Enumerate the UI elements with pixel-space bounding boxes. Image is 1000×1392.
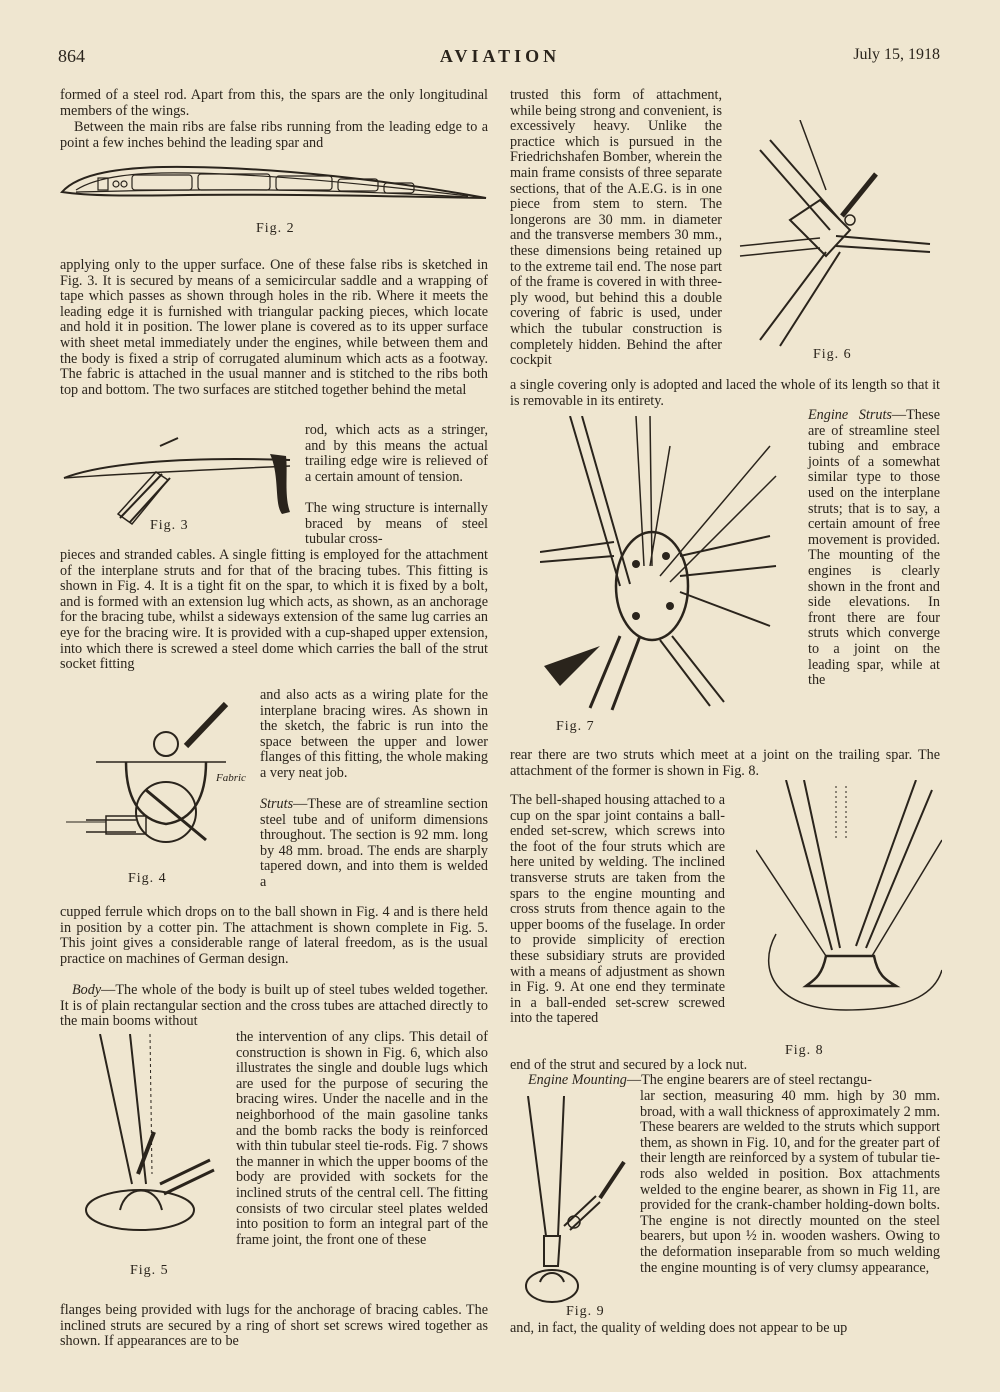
figure-7-boom-socket-drawing bbox=[540, 416, 790, 712]
figure-3-caption: Fig. 3 bbox=[150, 518, 189, 533]
left-paragraph-3: applying only to the upper surface. One of these false ribs is sketched in Fig. 3. It is secured by means of a semicircular saddle and a wrapping of tape which passes as shown through holes in the rib. Where it meets the leading edge it is furnished with triangular packing pieces, which locate and hold it in position. The lower plane is covered as to its upper surface with sheet metal immediately under the engines, while between them and the body is fixed a strip of corrugated aluminum which acts as a footway. The fabric is attached in the usual manner and is stitched to the ribs both top and bottom. The two surfaces are stitched together behind the metal bbox=[60, 257, 488, 398]
engine-struts-heading: Engine Struts bbox=[808, 407, 892, 423]
engine-struts-text: —These are of streamline steel tubing and embrace joints of a somewhat similar type to those used on the interplane struts; that is to say, a certain amount of free movement is provided. The mounting of the engines is clearly shown in the front and side elevations. In front there are four struts which converge to a joint on the leading spar, while at the bbox=[808, 407, 940, 689]
issue-date: July 15, 1918 bbox=[853, 46, 940, 63]
figure-7-caption: Fig. 7 bbox=[556, 719, 595, 734]
figure-8-bell-housing-drawing bbox=[756, 780, 942, 1040]
left-paragraph-body bbox=[60, 983, 488, 1030]
figure-4-caption: Fig. 4 bbox=[128, 871, 167, 886]
left-paragraph-body-continued: the intervention of any clips. This detail of construction is shown in Fig. 6, which also illustrates the single and double lugs which are used for the purpose of securing the bracing wires. Under the nacelle and in the neighborhood of the main gasoline tanks and the bomb racks the body is reinforced with thin tubular steel tie-rods. Fig. 7 shows the manner in which the upper booms of the body are provided with sockets for the inclined struts of the central cell. The fitting consists of two circular steel plates welded into position to form an integral part of the frame joint, the front one of these bbox=[236, 1029, 488, 1248]
figure-2-caption: Fig. 2 bbox=[256, 221, 295, 236]
body-text: —The whole of the body is built up of steel tubes welded together. It is of plain rectangular section and the cross tubes are attached directly to the main booms without bbox=[60, 982, 488, 1030]
right-paragraph-fig8-end: end of the strut and secured by a lock nut. bbox=[510, 1057, 748, 1073]
figure-6-lug-joint-drawing bbox=[730, 120, 942, 350]
body-heading: Body bbox=[72, 982, 102, 998]
figure-3-rib-fitting-drawing bbox=[60, 436, 300, 526]
right-paragraph-mounting-first-line bbox=[510, 1073, 940, 1089]
figure-8-caption: Fig. 8 bbox=[785, 1043, 824, 1058]
figure-9-adjustable-strut-drawing bbox=[514, 1096, 634, 1310]
left-paragraph-4-end: and also acts as a wiring plate for the interplane bracing wires. As shown in the sketch, the fabric is run into the space between the upper and lower flanges of this fitting, the whole making a very neat job. bbox=[260, 687, 488, 781]
right-paragraph-mounting-end: and, in fact, the quality of welding does not appear to be up bbox=[510, 1320, 848, 1336]
struts-text: —These are of streamline section steel tube and of uniform dimensions throughout. The section is 92 mm. long by 48 mm. broad. The ends are sharply tapered down, and into them is welded a bbox=[260, 796, 488, 890]
left-paragraph-struts bbox=[260, 797, 488, 891]
right-paragraph-engine-struts bbox=[808, 408, 940, 689]
right-paragraph-1-end: a single covering only is adopted and laced the whole of its length so that it is removable in its entirety. bbox=[510, 377, 940, 409]
left-paragraph-3-continued: rod, which acts as a stringer, and by this means the actual trailing edge wire is relieved of a certain amount of tension. bbox=[305, 422, 488, 485]
right-paragraph-1: trusted this form of attachment, while being strong and convenient, is excessively heavy. Unlike the practice which is pursued in the Friedrichshafen Bomber, wherein the main frame consists of three separate sections, that of the A.E.G. is in one piece from stem to stern. The longerons are 30 mm. in diameter and the transverse members 30 mm., these dimensions being retained up to the extreme tail end. The nose part of the frame is covered in with three-ply wood, but behind this a double covering of fabric is used, under which the tubular construction is completely hidden. Behind the after cockpit bbox=[510, 87, 722, 369]
right-paragraph-fig8: The bell-shaped housing attached to a cup on the spar joint contains a ball-ended set-screw, which screws into the foot of the four struts which are here united by welding. The inclined transverse struts are taken from the spars to the engine mounting and cross struts from thence again to the upper booms of the fuselage. In order to provide simplicity of erection these subsidiary struts are provided with a means of adjustment as shown in Fig. 9. At one end they terminate in a ball-ended set-screw screwed into the tapered bbox=[510, 792, 725, 1027]
page-number: 864 bbox=[58, 46, 85, 66]
journal-title: AVIATION bbox=[439, 46, 561, 66]
figure-6-caption: Fig. 6 bbox=[813, 347, 852, 362]
left-paragraph-1: formed of a steel rod. Apart from this, the spars are the only longitudinal members of the wings. bbox=[60, 87, 488, 119]
figure-5-strut-ferrule-drawing bbox=[80, 1034, 230, 1234]
figure-4-fabric-label: Fabric bbox=[216, 772, 246, 784]
engine-mounting-heading: Engine Mounting bbox=[528, 1073, 627, 1088]
struts-heading: Struts bbox=[260, 796, 294, 812]
left-paragraph-struts-continued: cupped ferrule which drops on to the ball shown in Fig. 4 and is there held in position by a cotter pin. The attachment is shown complete in Fig. 5. This joint gives a considerable range of lateral freedom, as is the usual practice on machines of German design. bbox=[60, 904, 488, 967]
left-paragraph-body-end: flanges being provided with lugs for the anchorage of bracing cables. The inclined struts are secured by a ring of short set screws wired together as shown. If appearances are to be bbox=[60, 1302, 488, 1350]
figure-2-false-rib-drawing bbox=[58, 158, 488, 208]
figure-9-caption: Fig. 9 bbox=[566, 1304, 605, 1319]
right-paragraph-engine-struts-continued: rear there are two struts which meet at a joint on the trailing spar. The attachment of the former is shown in Fig. 8. bbox=[510, 747, 940, 779]
left-paragraph-2: Between the main ribs are false ribs running from the leading edge to a point a few inches behind the leading spar and bbox=[60, 119, 488, 151]
engine-mounting-intro: —The engine bearers are of steel rectangu- bbox=[626, 1073, 872, 1088]
left-paragraph-4-continued: pieces and stranded cables. A single fitting is employed for the attachment of the interplane struts and for that of the bracing tubes. This fitting is shown in Fig. 4. It is a tight fit on the spar, to which it is fixed by a bolt, and is formed with an extension lug which acts, as shown, as an anchorage for the bracing tube, whilst a sideways extension of the same lug carries an eye for the bracing wire. It is provided with a cup-shaped upper extension, into which there is screwed a steel dome which carries the ball of the strut socket fitting bbox=[60, 547, 488, 673]
figure-5-caption: Fig. 5 bbox=[130, 1263, 169, 1278]
left-paragraph-4: The wing structure is internally braced by means of steel tubular cross- bbox=[305, 500, 488, 548]
right-paragraph-mounting: lar section, measuring 40 mm. high by 30 mm. broad, with a wall thickness of approximately 2 mm. These bearers are welded to the struts which support them, as shown in Fig. 10, and for the greater part of their length are reinforced by a system of tubular tie-rods also welded in position. Box attachments welded to the engine bearer, as shown in Fig 11, are provided for the crank-chamber holding-down bolts. The engine is not directly mounted on the steel bearers, but upon ½ in. wooden washers. Owing to the deformation inseparable from so much welding the engine mounting is of very clumsy appearance, bbox=[640, 1088, 940, 1276]
